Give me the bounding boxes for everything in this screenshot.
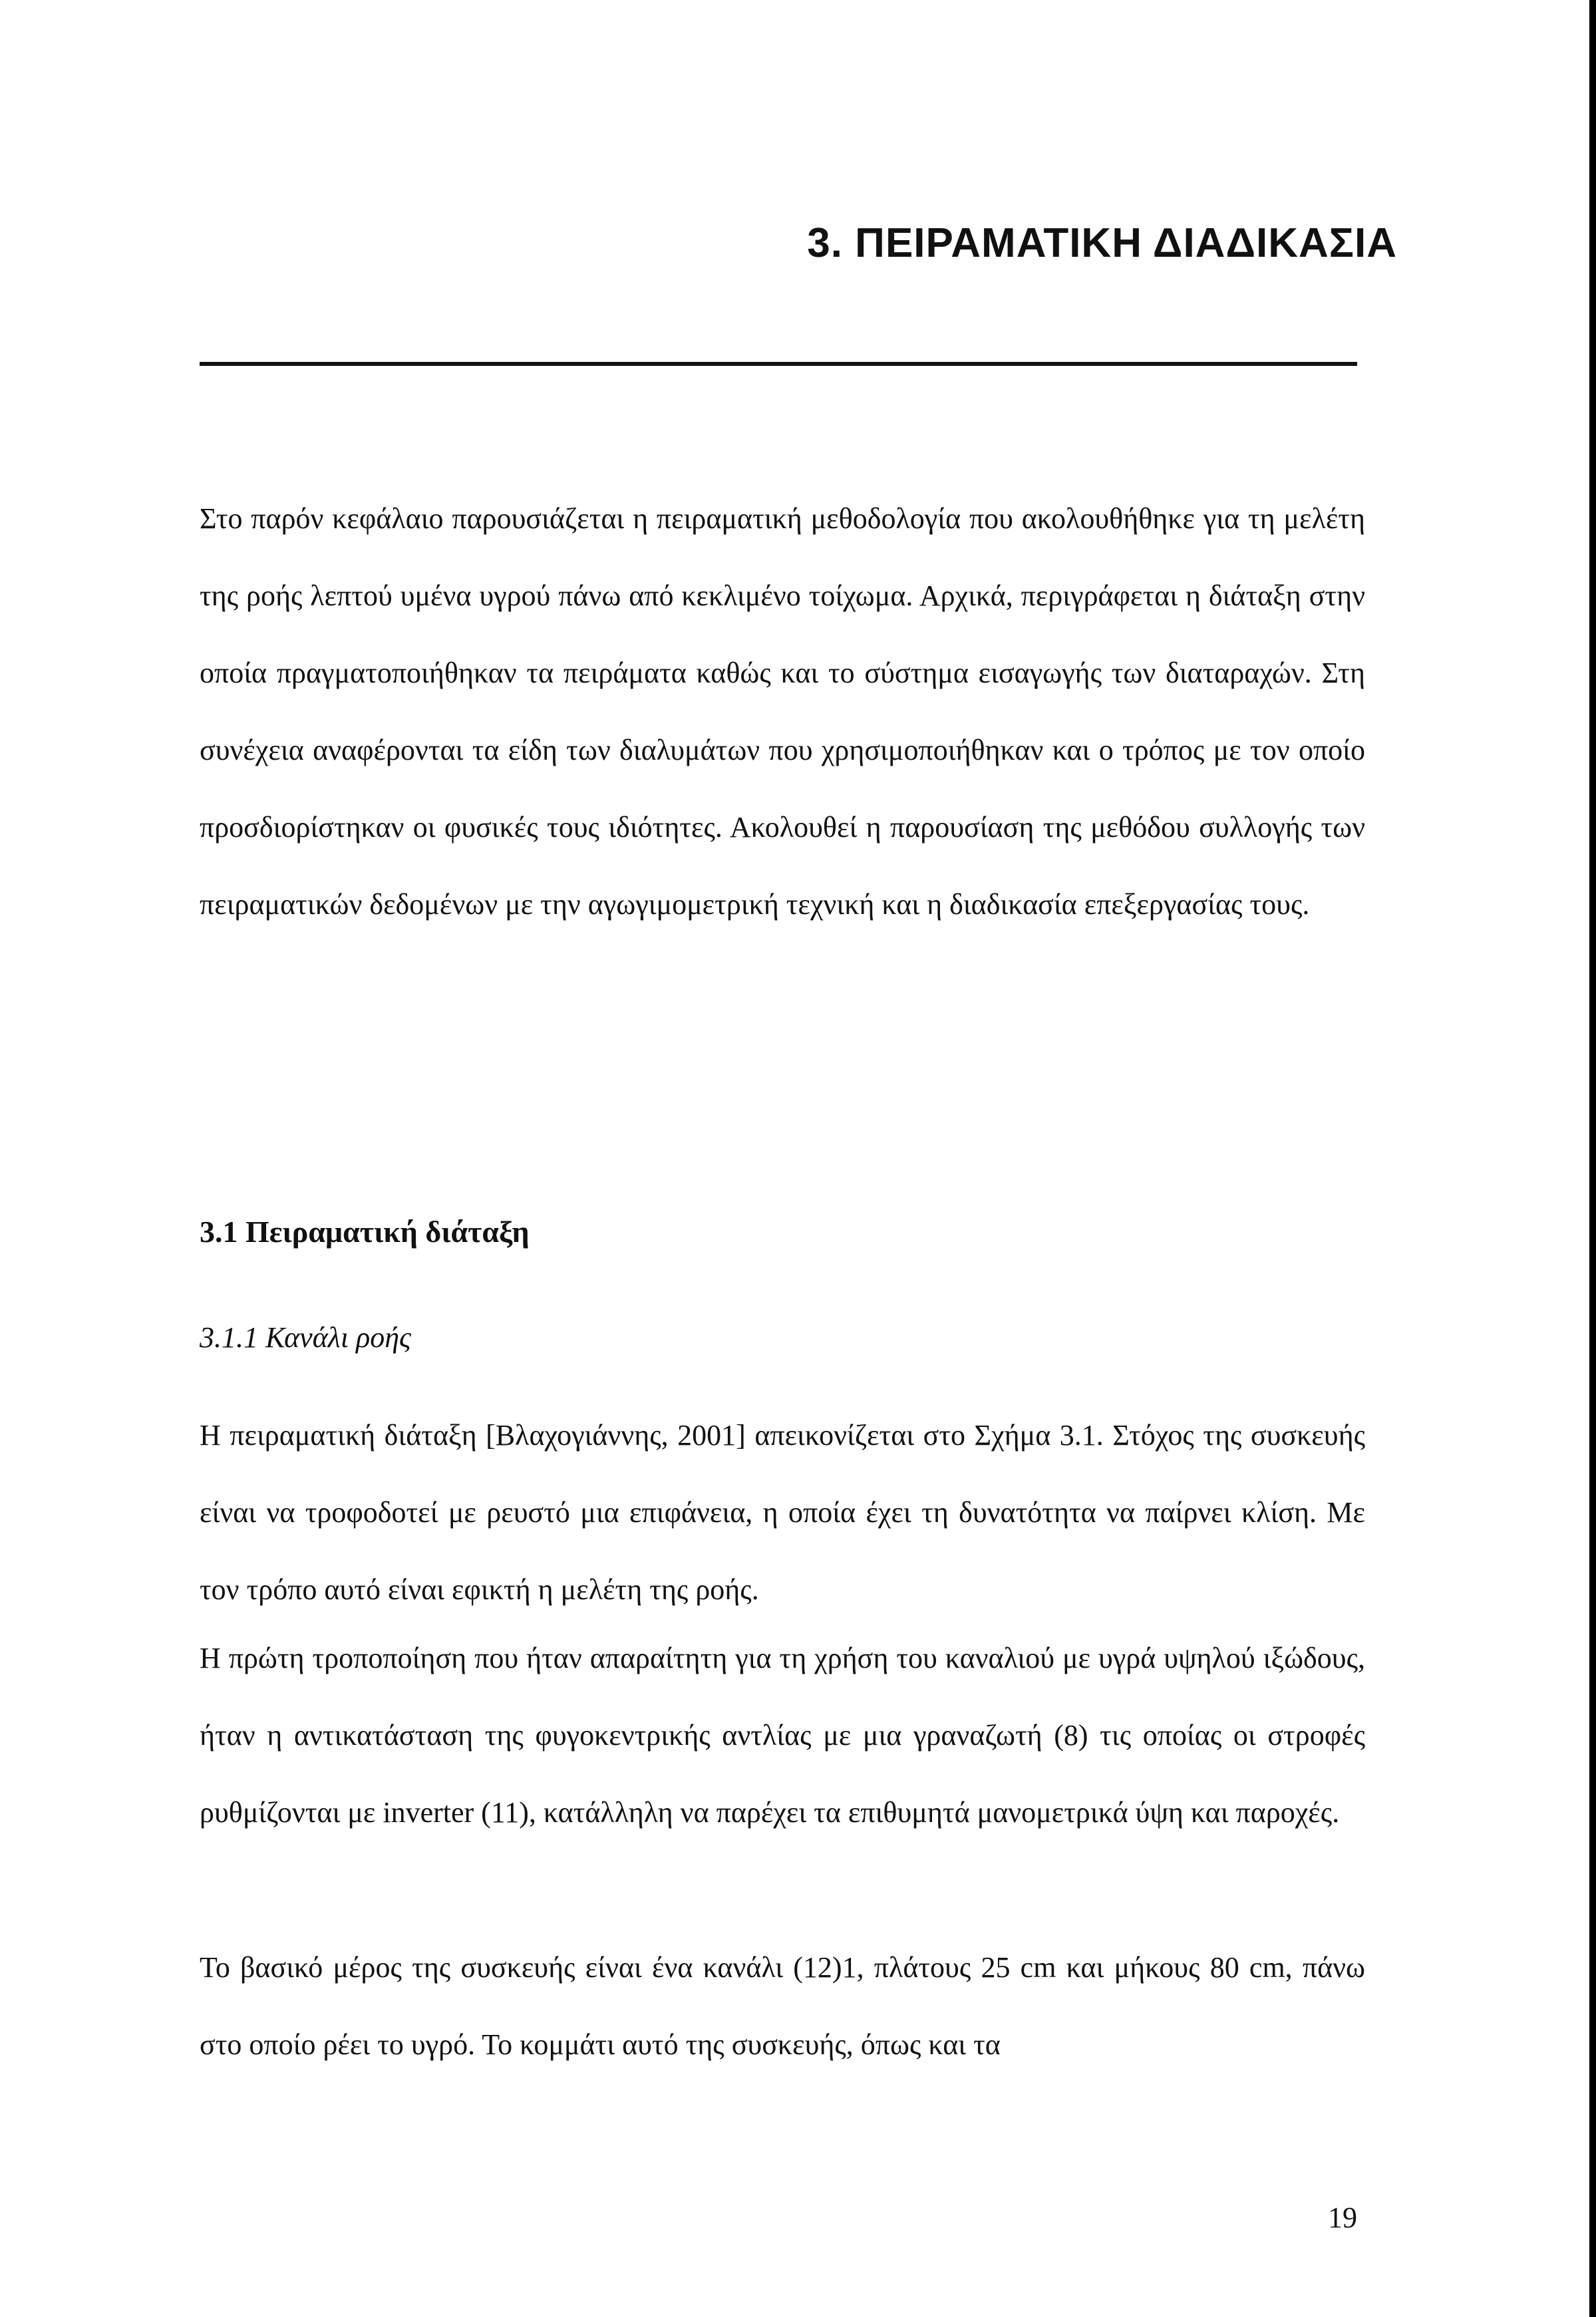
chapter-title: 3. ΠΕΙΡΑΜΑΤΙΚΗ ΔΙΑΔΙΚΑΣΙΑ [807,220,1397,266]
page-number: 19 [1328,2201,1357,2234]
section-heading: 3.1 Πειραματική διάταξη [200,1215,530,1249]
title-divider [200,362,1357,366]
paragraph-channel-description: Το βασικό μέρος της συσκευής είναι ένα κανάλι (12)1, πλάτους 25 cm και μήκους 80 cm, πάνω στο οποίο ρέει το υγρό. Το κομμάτι αυτό της συσκευής, όπως και τα [200,1951,1365,2061]
subsection-heading: 3.1.1 Κανάλι ροής [200,1321,411,1354]
paragraph-setup-description: Η πειραματική διάταξη [Βλαχογιάννης, 2001] απεικονίζεται στο Σχήμα 3.1. Στόχος της συσκευής είναι να τροφοδοτεί με ρευστό μια επιφάνεια, η οποία έχει τη δυνατότητα να παίρνει κλίση. Με τον τρόπο αυτό είναι εφικτή η μελέτη της ροής. [200,1419,1365,1606]
paragraph-pump-modification: Η πρώτη τροποποίηση που ήταν απαραίτητη για τη χρήση του καναλιού με υγρά υψηλού ιξώδους, ήταν η αντικατάσταση της φυγοκεντρικής αντλίας με μια γραναζωτή (8) τις οποίας οι στροφές ρυθμίζονται με inverter (11), κατάλληλη να παρέχει τα επιθυμητά μανομετρικά ύψη και παροχές. [200,1642,1365,1829]
scan-edge [1589,0,1596,2317]
intro-paragraph: Στο παρόν κεφάλαιο παρουσιάζεται η πειραματική μεθοδολογία που ακολουθήθηκε για τη μελέτη της ροής λεπτού υμένα υγρού πάνω από κεκλιμένο τοίχωμα. Αρχικά, περιγράφεται η διάταξη στην οποία πραγματοποιήθηκαν τα πειράματα καθώς και το σύστημα εισαγωγής των διαταραχών. Στη συνέχεια αναφέρονται τα είδη των διαλυμάτων που χρησιμοποιήθηκαν και ο τρόπος με τον οποίο προσδιορίστηκαν οι φυσικές τους ιδιότητες. Ακολουθεί η παρουσίαση της μεθόδου συλλογής των πειραματικών δεδομένων με την αγωγιμομετρική τεχνική και η διαδικασία επεξεργασίας τους. [200,502,1365,921]
